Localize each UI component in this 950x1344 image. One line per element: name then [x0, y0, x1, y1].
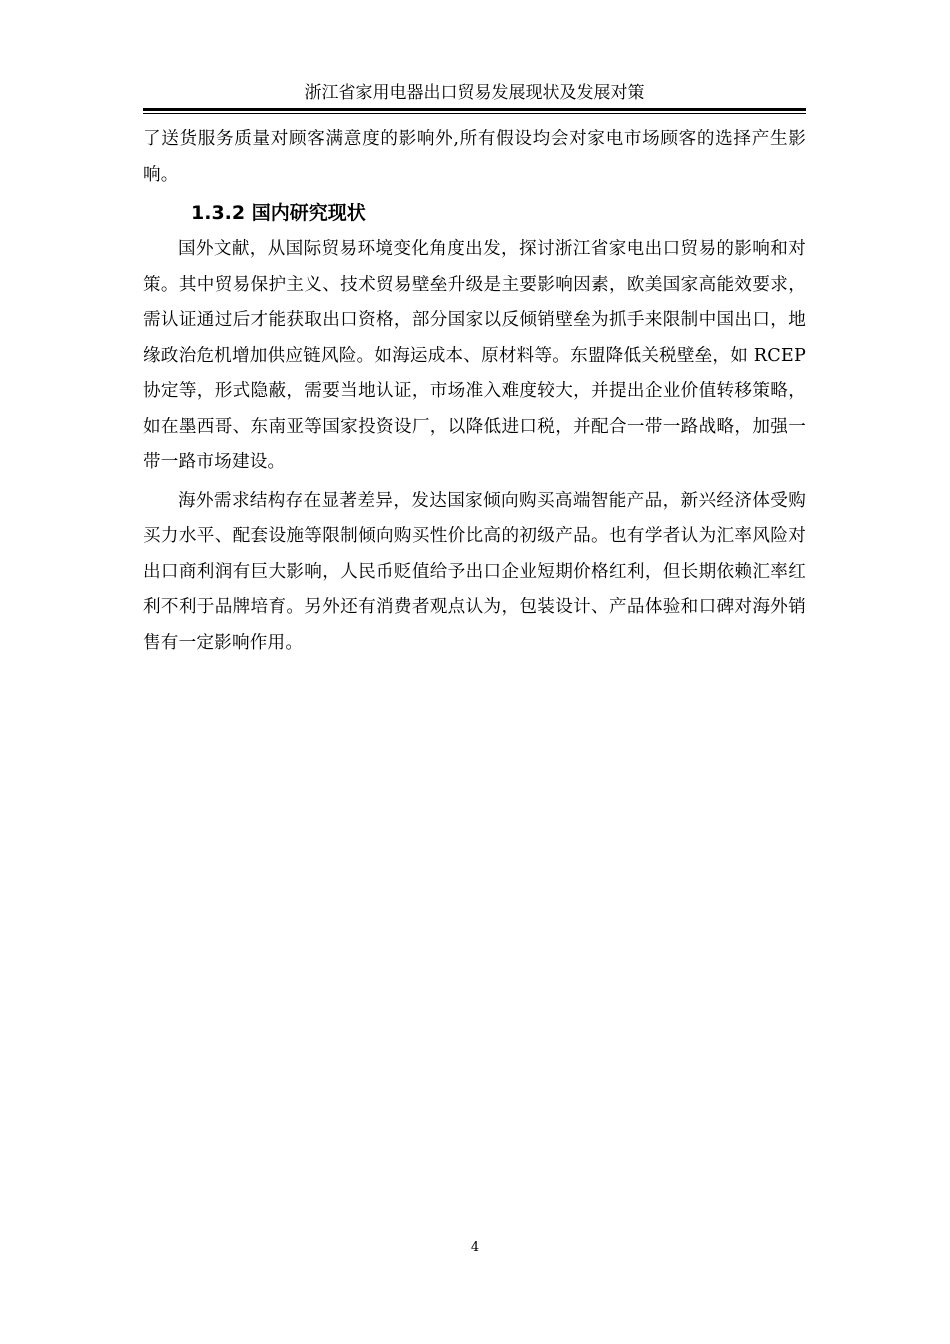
running-header: 浙江省家用电器出口贸易发展现状及发展对策: [304, 83, 645, 103]
continuation-paragraph: 了送货服务质量对顾客满意度的影响外,所有假设均会对家电市场顾客的选择产生影响。: [143, 129, 806, 185]
section-heading: 1.3.2 国内研究现状: [191, 202, 366, 224]
body-paragraph: 国外文献，从国际贸易环境变化角度出发，探讨浙江省家电出口贸易的影响和对策。其中贸易保护主义、技术贸易壁垒升级是主要影响因素，欧美国家高能效要求，需认证通过后才能获取出口资格，部分国家以反倾销壁垒为抓手来限制中国出口，地缘政治危机增加供应链风险。如海运成本、原材料等。东盟降低关税壁垒，如 RCEP 协定等，形式隐蔽，需要当地认证，市场准入难度较大，并提出企业价值转移策略，如在墨西哥、东南亚等国家投资设厂，以降低进口税，并配合一带一路战略，加强一带一路市场建设。: [143, 239, 806, 472]
body-text: [143, 122, 806, 661]
header-rule: [143, 108, 806, 114]
page-number: 4: [470, 1240, 480, 1255]
body-paragraph: 海外需求结构存在显著差异，发达国家倾向购买高端智能产品，新兴经济体受购买力水平、配套设施等限制倾向购买性价比高的初级产品。也有学者认为汇率风险对出口商利润有巨大影响，人民币贬值给予出口企业短期价格红利，但长期依赖汇率红利不利于品牌培育。另外还有消费者观点认为，包装设计、产品体验和口碑对海外销售有一定影响作用。: [143, 490, 806, 653]
